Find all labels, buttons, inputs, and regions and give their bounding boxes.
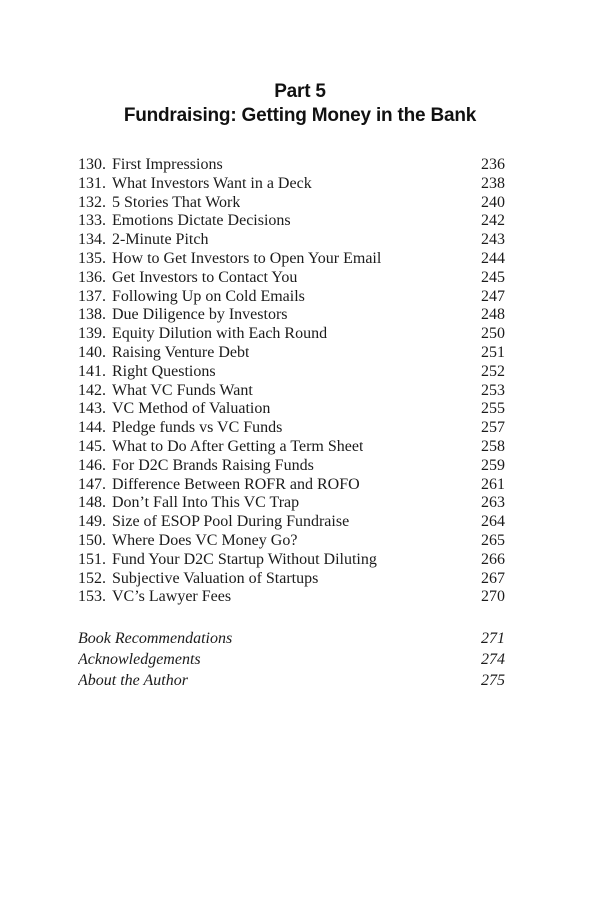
toc-entry-page: 252 xyxy=(481,362,505,380)
toc-entry-page: 267 xyxy=(481,569,505,587)
toc-entry-number: 153. xyxy=(78,588,106,606)
toc-entry-page: 259 xyxy=(481,456,505,474)
toc-entry-number: 148. xyxy=(78,494,106,512)
back-matter-row xyxy=(78,650,505,671)
back-matter-page: 271 xyxy=(481,630,505,648)
toc-row xyxy=(78,175,505,194)
toc-entry-number: 149. xyxy=(78,513,106,531)
toc-entry-page: 264 xyxy=(481,513,505,531)
toc-entry-number: 137. xyxy=(78,287,106,305)
toc-entry-number: 132. xyxy=(78,193,106,211)
toc-row xyxy=(78,156,505,175)
toc-entry-number: 145. xyxy=(78,437,106,455)
part-label: Part 5 xyxy=(274,81,326,102)
toc-row xyxy=(78,231,505,250)
toc-entry-page: 240 xyxy=(481,193,505,211)
toc-row xyxy=(78,438,505,457)
toc-row xyxy=(78,476,505,495)
toc-entry-title: Due Diligence by Investors xyxy=(112,306,288,324)
toc-entry-title: What Investors Want in a Deck xyxy=(112,174,312,192)
back-matter-title: About the Author xyxy=(78,671,188,689)
toc-row xyxy=(78,494,505,513)
toc-row xyxy=(78,344,505,363)
toc-list xyxy=(0,156,600,607)
toc-entry-number: 141. xyxy=(78,362,106,380)
toc-entry-title: First Impressions xyxy=(112,156,223,173)
back-matter-list xyxy=(0,629,600,691)
back-matter-title: Acknowledgements xyxy=(78,650,201,668)
toc-row xyxy=(78,513,505,532)
toc-row xyxy=(78,419,505,438)
toc-entry-title: Emotions Dictate Decisions xyxy=(112,212,291,230)
toc-entry-title: 2-Minute Pitch xyxy=(112,231,209,249)
toc-entry-title: Equity Dilution with Each Round xyxy=(112,325,328,343)
toc-row xyxy=(78,457,505,476)
toc-entry-number: 146. xyxy=(78,456,106,474)
back-matter-title: Book Recommendations xyxy=(78,630,233,648)
toc-entry-page: 245 xyxy=(481,268,505,286)
back-matter-page: 274 xyxy=(481,650,505,668)
toc-entry-page: 242 xyxy=(481,212,505,230)
toc-entry-page: 261 xyxy=(481,475,505,493)
toc-row xyxy=(78,363,505,382)
toc-entry-title: Size of ESOP Pool During Fundraise xyxy=(112,513,350,531)
toc-entry-number: 152. xyxy=(78,569,106,587)
toc-row xyxy=(78,570,505,589)
toc-entry-number: 140. xyxy=(78,343,106,361)
toc-entry-page: 270 xyxy=(481,588,505,606)
toc-row xyxy=(78,551,505,570)
toc-entry-page: 247 xyxy=(481,287,505,305)
toc-entry-title: Where Does VC Money Go? xyxy=(112,531,298,549)
toc-entry-title: How to Get Investors to Open Your Email xyxy=(112,249,382,267)
toc-entry-number: 142. xyxy=(78,381,106,399)
toc-entry-number: 135. xyxy=(78,249,106,267)
toc-row xyxy=(78,306,505,325)
toc-row xyxy=(78,382,505,401)
toc-row xyxy=(78,269,505,288)
toc-entry-page: 257 xyxy=(481,419,505,437)
toc-row xyxy=(78,400,505,419)
toc-entry-page: 250 xyxy=(481,325,505,343)
toc-row xyxy=(78,194,505,213)
toc-entry-page: 236 xyxy=(481,156,505,173)
toc-entry-title: Fund Your D2C Startup Without Diluting xyxy=(112,550,377,568)
toc-entry-title: Raising Venture Debt xyxy=(112,343,250,361)
toc-row xyxy=(78,325,505,344)
toc-entry-page: 243 xyxy=(481,231,505,249)
toc-entry-number: 139. xyxy=(78,325,106,343)
toc-entry-number: 144. xyxy=(78,419,106,437)
toc-entry-title: Get Investors to Contact You xyxy=(112,268,298,286)
toc-entry-title: For D2C Brands Raising Funds xyxy=(112,456,314,474)
toc-row xyxy=(78,532,505,551)
toc-entry-title: What to Do After Getting a Term Sheet xyxy=(112,437,364,455)
toc-entry-page: 244 xyxy=(481,249,505,267)
toc-entry-title: VC’s Lawyer Fees xyxy=(112,588,232,606)
toc-entry-title: Right Questions xyxy=(112,362,216,380)
back-matter-row xyxy=(78,671,505,692)
toc-entry-number: 130. xyxy=(78,156,106,173)
toc-entry-title: Don’t Fall Into This VC Trap xyxy=(112,494,300,512)
toc-row xyxy=(78,588,505,607)
toc-entry-title: Difference Between ROFR and ROFO xyxy=(112,475,360,493)
toc-entry-number: 147. xyxy=(78,475,106,493)
toc-entry-page: 263 xyxy=(481,494,505,512)
toc-entry-page: 253 xyxy=(481,381,505,399)
toc-entry-number: 133. xyxy=(78,212,106,230)
toc-entry-title: Following Up on Cold Emails xyxy=(112,287,305,305)
toc-entry-number: 134. xyxy=(78,231,106,249)
toc-row xyxy=(78,212,505,231)
toc-entry-title: What VC Funds Want xyxy=(112,381,253,399)
toc-entry-page: 251 xyxy=(481,343,505,361)
toc-row xyxy=(78,288,505,307)
toc-entry-page: 258 xyxy=(481,437,505,455)
part-header xyxy=(0,0,600,128)
part-title: Fundraising: Getting Money in the Bank xyxy=(123,105,477,126)
toc-entry-page: 248 xyxy=(481,306,505,324)
toc-entry-page: 266 xyxy=(481,550,505,568)
back-matter-row xyxy=(78,629,505,650)
toc-entry-number: 151. xyxy=(78,550,106,568)
toc-entry-number: 131. xyxy=(78,174,106,192)
toc-entry-number: 150. xyxy=(78,531,106,549)
toc-entry-title: VC Method of Valuation xyxy=(112,400,271,418)
toc-entry-page: 238 xyxy=(481,174,505,192)
toc-entry-number: 138. xyxy=(78,306,106,324)
back-matter-page: 275 xyxy=(481,671,505,689)
toc-entry-title: Subjective Valuation of Startups xyxy=(112,569,319,587)
toc-entry-page: 265 xyxy=(481,531,505,549)
toc-row xyxy=(78,250,505,269)
toc-entry-page: 255 xyxy=(481,400,505,418)
toc-entry-number: 136. xyxy=(78,268,106,286)
toc-entry-number: 143. xyxy=(78,400,106,418)
toc-entry-title: Pledge funds vs VC Funds xyxy=(112,419,283,437)
toc-entry-title: 5 Stories That Work xyxy=(112,193,241,211)
